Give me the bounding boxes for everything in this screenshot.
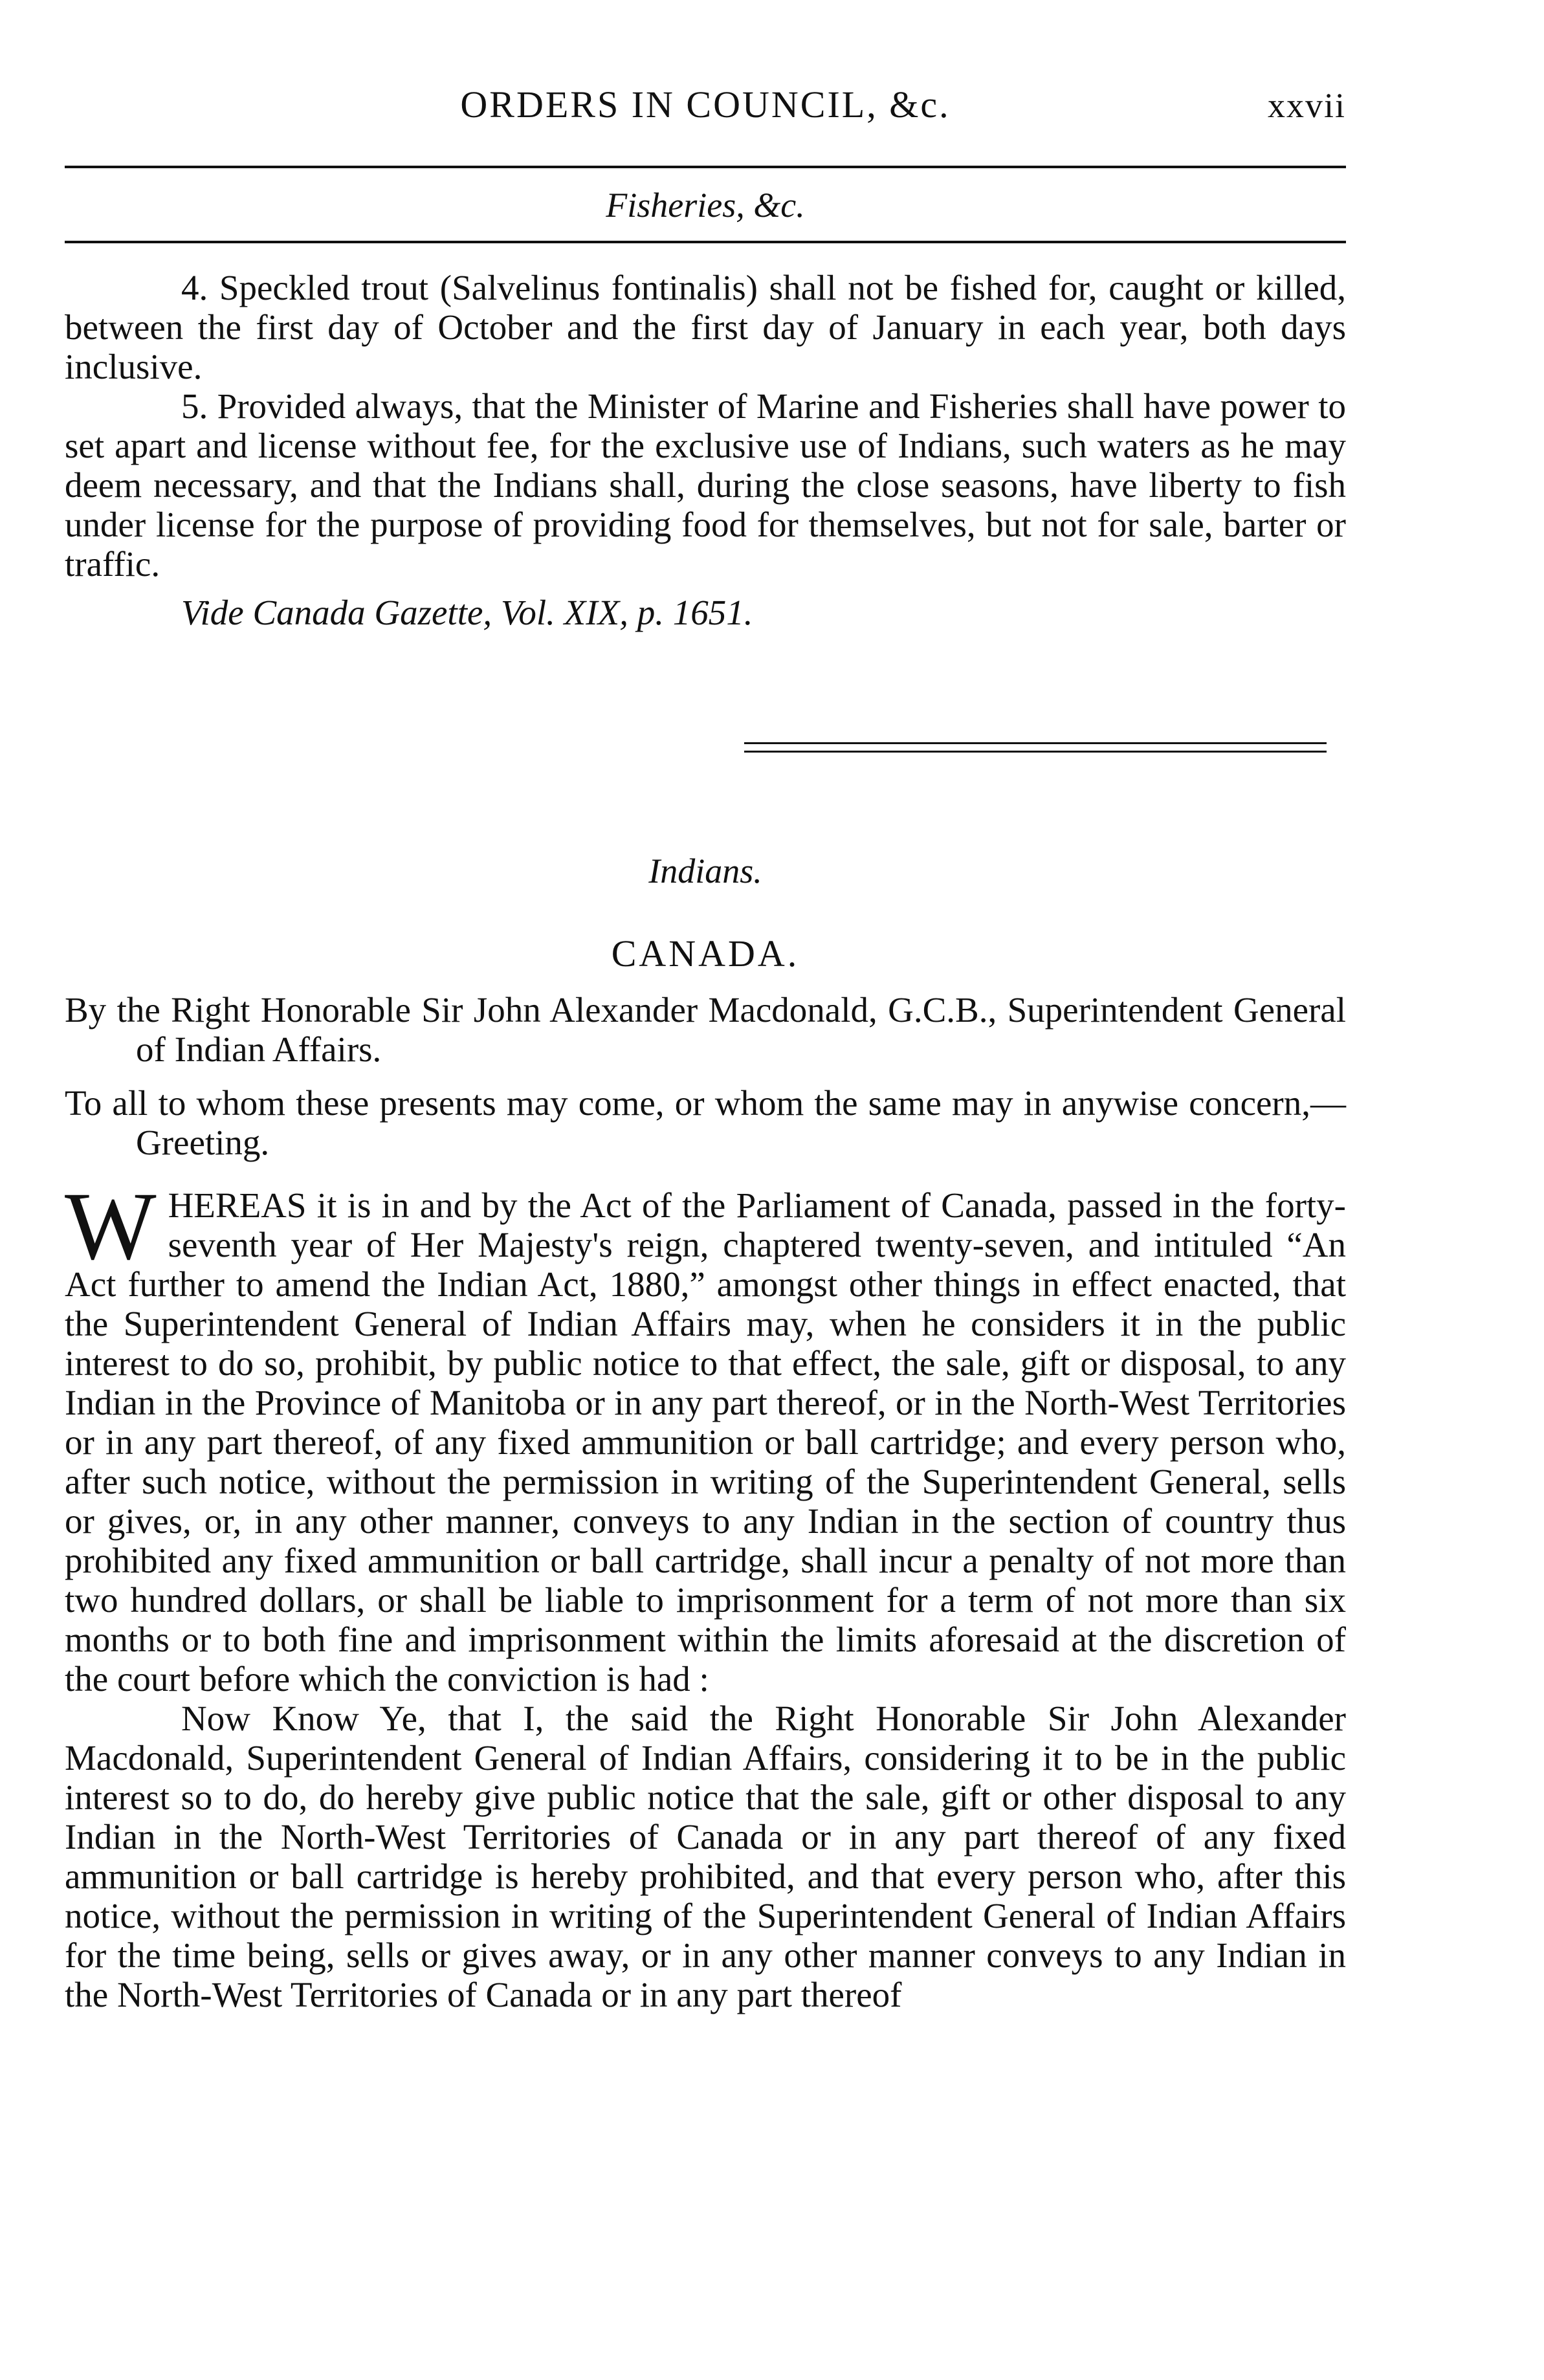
greeting: To all to whom these presents may come, or whom the same may in anywise concern,—Greeting. — [65, 1083, 1346, 1162]
section-rule — [65, 241, 1346, 243]
double-rule-top — [744, 742, 1327, 744]
double-rule-bottom — [744, 751, 1327, 753]
indians-text — [65, 990, 1346, 2014]
header-rule — [65, 166, 1346, 168]
running-title: ORDERS IN COUNCIL, &c. — [460, 83, 951, 126]
now-know-ye-paragraph: Now Know Ye, that I, the said the Right Honorable Sir John Alexander Macdonald, Superintendent General of Indian Affairs, considering it to be in the public interest so to do, do hereby give public notice that the sale, gift or other disposal to any Indian in the North-West Territories of Canada or in any part thereof of any fixed ammunition or ball cartridge is hereby prohibited, and that every person who, after this notice, without the permission in writing of the Superintendent General of Indian Affairs for the time being, sells or gives away, or in any other manner conveys to any Indian in the North-West Territories of Canada or in any part thereof — [65, 1699, 1346, 2014]
drop-cap: W — [65, 1173, 157, 1280]
indians-section-title: Indians. — [648, 852, 762, 890]
canada-heading: CANADA. — [611, 932, 800, 975]
fisheries-text — [65, 268, 1346, 632]
fisheries-section-title: Fisheries, &c. — [606, 186, 805, 225]
by-line: By the Right Honorable Sir John Alexander Macdonald, G.C.B., Superintendent General of Indian Affairs. — [65, 990, 1346, 1069]
page-header — [65, 83, 1346, 135]
whereas-text: HEREAS it is in and by the Act of the Parliament of Canada, passed in the forty-seventh year of Her Majesty's reign, chaptered twenty-seven, and intituled “An Act further to amend the Indian Act, 1880,” amongst other things in effect enacted, that the Superintendent General of Indian Affairs may, when he considers it in the public interest to do so, prohibit, by public notice to that effect, the sale, gift or disposal, to any Indian in the Province of Manitoba or in any part thereof, or in the North-West Territories or in any part thereof, of any fixed ammunition or ball cartridge; and every person who, after such notice, without the permission in writing of the Superintendent General, sells or gives, or, in any other manner, conveys to any Indian in the section of country thus prohibited any fixed ammunition or ball cartridge, shall incur a penalty of not more than two hundred dollars, or shall be liable to imprisonment for a term of not more than six months or to both fine and imprisonment within the limits aforesaid at the discretion of the court before which the conviction is had : — [65, 1185, 1346, 1699]
gazette-reference: Vide Canada Gazette, Vol. XIX, p. 1651. — [181, 593, 753, 632]
page-number: xxvii — [1267, 86, 1346, 125]
paragraph-4: 4. Speckled trout (Salvelinus fontinalis) shall not be fished for, caught or killed, between the first day of October and the first day of January in each year, both days inclusive. — [65, 268, 1346, 386]
whereas-paragraph — [65, 1173, 1346, 1699]
paragraph-5: 5. Provided always, that the Minister of Marine and Fisheries shall have power to set apart and license without fee, for the exclusive use of Indians, such waters as he may deem necessary, and that the Indians shall, during the close seasons, have liberty to fish under license for the purpose of providing food for themselves, but not for sale, barter or traffic. — [65, 386, 1346, 584]
